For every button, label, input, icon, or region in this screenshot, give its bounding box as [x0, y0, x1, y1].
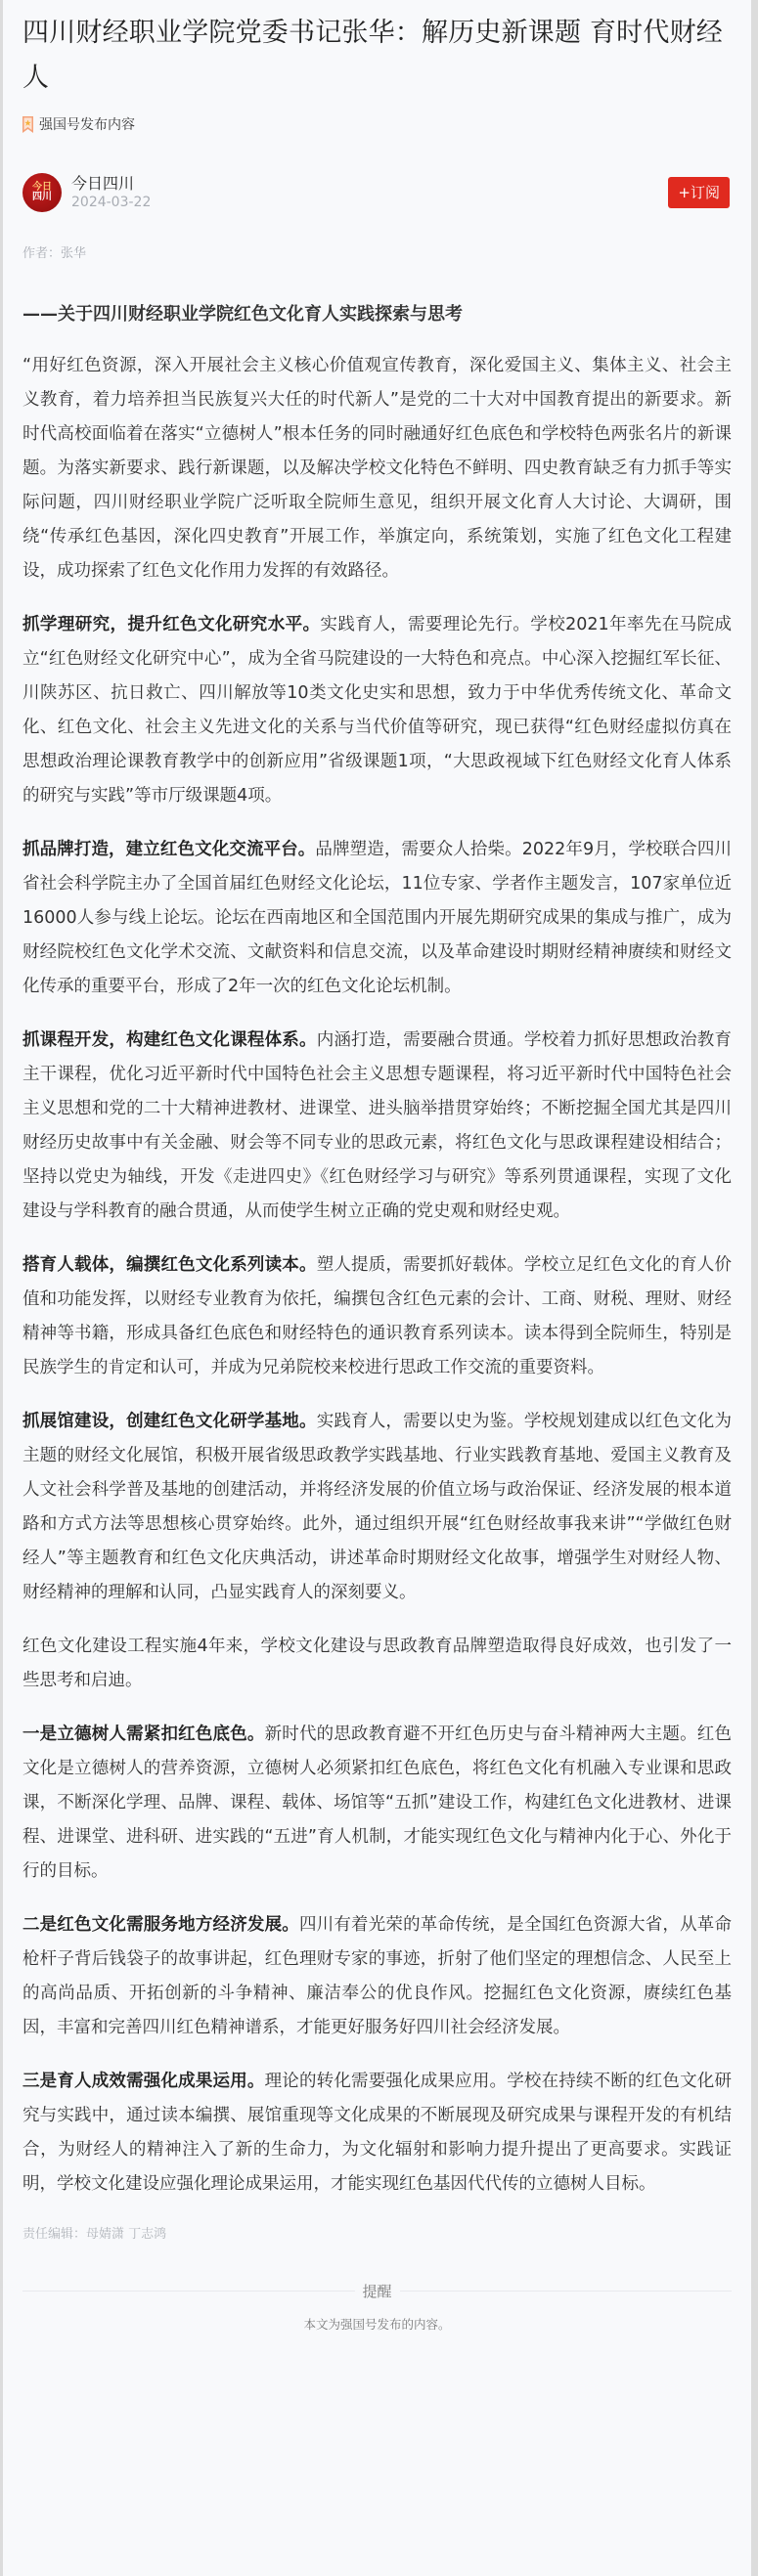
publisher-avatar[interactable]: [22, 173, 62, 212]
paragraph-lead: 抓学理研究，提升红色文化研究水平。: [22, 615, 321, 634]
author-byline: 作者：张华: [22, 246, 87, 261]
source-tag-label: 强国号发布内容: [39, 117, 135, 133]
paragraph: 红色文化建设工程实施4年来，学校文化建设与思政教育品牌塑造取得良好成效，也引发了一些思考和启迪。: [22, 1637, 732, 1690]
article-title: 四川财经职业学院党委书记张华：解历史新课题 育时代财经人: [22, 18, 723, 93]
scrollbar-track[interactable]: [751, 0, 758, 2576]
publisher-row: [22, 170, 732, 215]
paragraph: 抓学理研究，提升红色文化研究水平。实践育人，需要理论先行。学校2021年率先在马院成立“红色财经文化研究中心”，成为全省马院建设的一大特色和亮点。中心深入挖掘红军长征、川陕苏区、抗日救亡、四川解放等10类文化史实和思想，致力于中华优秀传统文化、革命文化、红色文化、社会主义先进文化的关系与当代价值等研究，现已获得“红色财经虚拟仿真在思想政治理论课教育教学中的创新应用”省级课题1项，“大思政视域下红色财经文化育人体系的研究与实践”等市厅级课题4项。: [22, 615, 732, 806]
source-tag: [22, 114, 732, 134]
paragraph-lead: 抓课程开发，构建红色文化课程体系。: [22, 1030, 317, 1050]
paragraph: 抓展馆建设，创建红色文化研学基地。实践育人，需要以史为鉴。学校规划建成以红色文化为主题的财经文化展馆，积极开展省级思政教学实践基地、行业实践教育基地、爱国主义教育及人文社会科学普及基地的创建活动，并将经济发展的价值立场与政治保证、经济发展的根本道路和方式方法等思想核心贯穿始终。此外，通过组织开展“红色财经故事我来讲”“学做红色财经人”等主题教育和红色文化庆典活动，讲述革命时期财经文化故事，增强学生对财经人物、财经精神的理解和认同，凸显实践育人的深刻要义。: [22, 1412, 732, 1602]
paragraph: 抓品牌打造，建立红色文化交流平台。品牌塑造，需要众人拾柴。2022年9月，学校联合四川省社会科学院主办了全国首届红色财经文化论坛，11位专家、学者作主题发言，107家单位近16000人参与线上论坛。论坛在西南地区和全国范围内开展先期研究成果的集成与推广，成为财经院校红色文化学术交流、文献资料和信息交流，以及革命建设时期财经精神赓续和财经文化传承的重要平台，形成了2年一次的红色文化论坛机制。: [22, 840, 733, 996]
divider-line: [400, 2291, 733, 2292]
paragraph-lead: 抓展馆建设，创建红色文化研学基地。: [22, 1412, 317, 1431]
article-subtitle: ——关于四川财经职业学院红色文化育人实践探索与思考: [22, 304, 463, 325]
paragraph: 一是立德树人需紧扣红色底色。新时代的思政教育避不开红色历史与奋斗精神两大主题。红色文化是立德树人的营养资源，立德树人必须紧扣红色底色，将红色文化有机融入专业课和思政课，不断深化学理、品牌、课程、载体、场馆等“五抓”建设工作，构建红色文化进教材、进课程、进课堂、进科研、进实践的“五进”育人机制，才能实现红色文化与精神内化于心、外化于行的目标。: [22, 1725, 732, 1881]
paragraph-lead: 三是育人成效需强化成果运用。: [22, 2072, 265, 2091]
paragraph-lead: 一是立德树人需紧扣红色底色。: [22, 1725, 265, 1744]
paragraph: 三是育人成效需强化成果运用。理论的转化需要强化成果应用。学校在持续不断的红色文化研究与实践中，通过读本编撰、展馆重现等文化成果的不断展现及研究成果与课程开发的有机结合，为财经人的精神注入了新的生命力，为文化辐射和影响力提升提出了更高要求。实践证明，学校文化建设应强化理论成果运用，才能实现红色基因代代传的立德树人目标。: [22, 2072, 732, 2194]
divider-line: [22, 2291, 355, 2292]
paragraph: 二是红色文化需服务地方经济发展。四川有着光荣的革命传统，是全国红色资源大省，从革命枪杆子背后钱袋子的故事讲起，红色理财专家的事迹，折射了他们坚定的理想信念、人民至上的高尚品质、开拓创新的斗争精神、廉洁奉公的优良作风。挖掘红色文化资源，赓续红色基因，丰富和完善四川红色精神谱系，才能更好服务好四川社会经济发展。: [22, 1915, 732, 2037]
article-body: [22, 349, 732, 2202]
paragraph-lead: 搭育人载体，编撰红色文化系列读本。: [22, 1255, 317, 1275]
publisher-name[interactable]: 今日四川: [71, 174, 135, 193]
notice-divider: [22, 2281, 732, 2301]
publisher-meta: [71, 174, 151, 211]
avatar-text-line1: 今日: [32, 182, 52, 193]
bookmark-star-icon: [22, 116, 33, 133]
notice-text: 本文为强国号发布的内容。: [303, 2317, 451, 2332]
paragraph: 搭育人载体，编撰红色文化系列读本。塑人提质，需要抓好载体。学校立足红色文化的育人价值和功能发挥，以财经专业教育为依托，编撰包含红色元素的会计、工商、财税、理财、财经精神等书籍，形成具备红色底色和财经特色的通识教育系列读本。读本得到全院师生，特别是民族学生的肯定和认可，并成为兄弟院校来校进行思政工作交流的重要资料。: [22, 1255, 732, 1377]
avatar-text-line2: 四川: [32, 192, 52, 202]
paragraph: “用好红色资源，深入开展社会主义核心价值观宣传教育，深化爱国主义、集体主义、社会主义教育，着力培养担当民族复兴大任的时代新人”是党的二十大对中国教育提出的新要求。新时代高校面临着在落实“立德树人”根本任务的同时融通好红色底色和学校特色两张名片的新课题。为落实新要求、践行新课题，以及解决学校文化特色不鲜明、四史教育缺乏有力抓手等实际问题，四川财经职业学院广泛听取全院师生意见，组织开展文化育人大讨论、大调研，围绕“传承红色基因，深化四史教育”开展工作，举旗定向，系统策划，实施了红色文化工程建设，成功探索了红色文化作用力发挥的有效路径。: [22, 356, 732, 581]
article-page: [3, 0, 751, 2576]
responsible-editor: 责任编辑：母婧潇 丁志鸿: [22, 2227, 167, 2242]
paragraph-lead: 抓品牌打造，建立红色文化交流平台。: [22, 840, 316, 859]
subscribe-button[interactable]: +订阅: [668, 177, 730, 208]
paragraph: 抓课程开发，构建红色文化课程体系。内涵打造，需要融合贯通。学校着力抓好思想政治教育主干课程，优化习近平新时代中国特色社会主义思想专题课程，将习近平新时代中国特色社会主义思想和党的二十大精神进教材、进课堂、进头脑举措贯穿始终；不断挖掘全国尤其是四川财经历史故事中有关金融、财会等不同专业的思政元素，将红色文化与思政课程建设相结合；坚持以党史为轴线，开发《走进四史》《红色财经学习与研究》等系列贯通课程，实现了文化建设与学科教育的融合贯通，从而使学生树立正确的党史观和财经史观。: [22, 1030, 732, 1221]
publish-date: 2024-03-22: [71, 195, 152, 210]
notice-label: 提醒: [362, 2283, 392, 2300]
paragraph-lead: 二是红色文化需服务地方经济发展。: [22, 1915, 299, 1935]
